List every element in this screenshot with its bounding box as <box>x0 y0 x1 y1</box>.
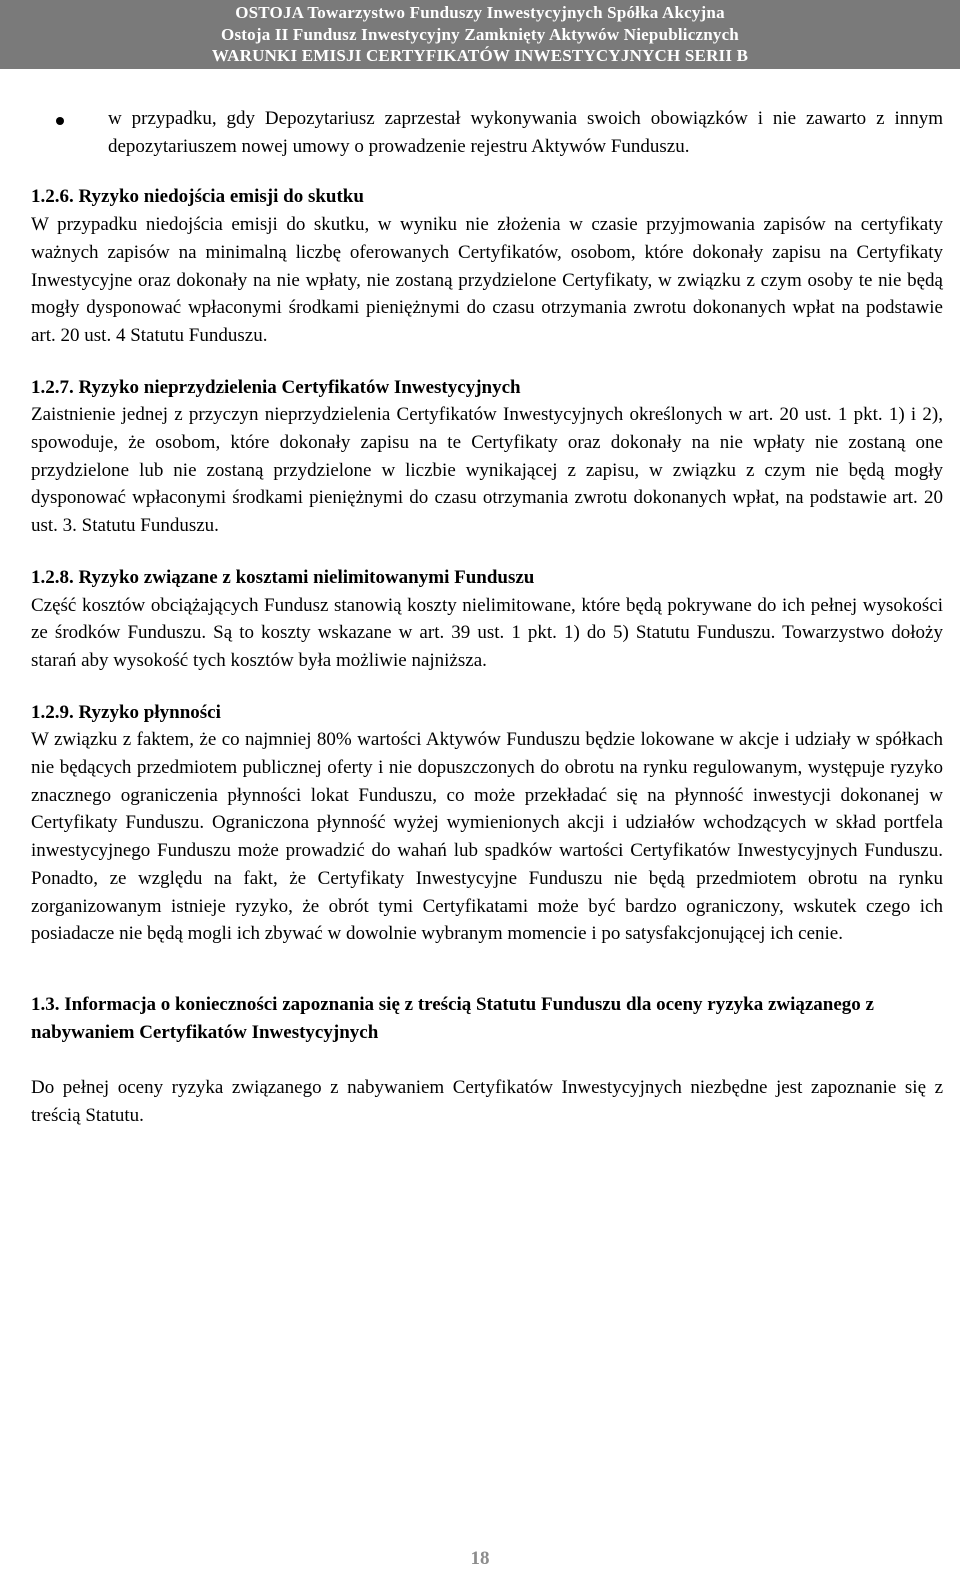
document-body <box>31 105 943 1129</box>
header-company: OSTOJA Towarzystwo Funduszy Inwestycyjnych Spółka Akcyjna <box>235 3 725 22</box>
bullet-text: w przypadku, gdy Depozytariusz zaprzestał wykonywania swoich obowiązków i nie zawarto z innym depozytariuszem nowej umowy o prowadzenie rejestru Aktywów Funduszu. <box>108 108 943 157</box>
section-1-2-9 <box>31 699 943 948</box>
header-fund: Ostoja II Fundusz Inwestycyjny Zamknięty Aktywów Niepublicznych <box>221 24 739 44</box>
section-heading: 1.2.8. Ryzyko związane z kosztami nielimitowanymi Funduszu <box>31 566 535 588</box>
section-heading: 1.2.7. Ryzyko nieprzydzielenia Certyfikatów Inwestycyjnych <box>31 376 521 398</box>
section-body: W przypadku niedojścia emisji do skutku, w wyniku nie złożenia w czasie przyjmowania zapisów na certyfikaty ważnych zapisów na minimalną liczbę oferowanych Certyfikatów, osobom, które dokonały zapisu na Certyfikaty Inwestycyjne oraz dokonały na nie wpłaty, nie zostaną przydzielone Certyfikaty, w związku z czym osoby te nie będą mogły dysponować wpłaconymi środkami pieniężnymi do czasu otrzymania zwrotu dokonanych wpłat na podstawie art. 20 ust. 4 Statutu Funduszu. <box>31 214 943 346</box>
section-1-2-7 <box>31 374 943 540</box>
bullet-item <box>31 105 943 160</box>
section-1-2-6 <box>31 183 943 349</box>
document-header <box>0 0 960 69</box>
section-body: W związku z faktem, że co najmniej 80% wartości Aktywów Funduszu będzie lokowane w akcje i udziały w spółkach nie będących przedmiotem publicznej oferty i nie dopuszczonych do obrotu na rynku regulowanym, występuje ryzyko znacznego ograniczenia płynności lokat Funduszu, co może przekładać się na płynność inwestycji dokonanej w Certyfikaty Funduszu. Ograniczona płynność wyżej wymienionych akcji i udziałów wchodzących w skład portfela inwestycyjnego Funduszu może prowadzić do wahań lub spadków wartości Certyfikatów Inwestycyjnych Funduszu. Ponadto, ze względu na fakt, że Certyfikaty Inwestycyjne Funduszu nie będą przedmiotem obrotu na rynku zorganizowanym istnieje ryzyko, że obrót tymi Certyfikatami może być bardzo ograniczony, wskutek czego ich posiadacze nie będą mogli ich zbywać w dowolnie wybranym momencie i po satysfakcjonującej ich cenie. <box>31 729 943 945</box>
section-1-2-8 <box>31 564 943 675</box>
section-heading: 1.2.9. Ryzyko płynności <box>31 701 221 723</box>
major-section-body: Do pełnej oceny ryzyka związanego z nabywaniem Certyfikatów Inwestycyjnych niezbędne jest zapoznanie się z treścią Statutu. <box>31 1076 943 1126</box>
major-section-heading: 1.3. Informacja o konieczności zapoznania się z treścią Statutu Funduszu dla oceny ryzyka związanego z nabywaniem Certyfikatów Inwestycyjnych <box>31 993 874 1043</box>
section-body: Zaistnienie jednej z przyczyn nieprzydzielenia Certyfikatów Inwestycyjnych określonych w art. 20 ust. 1 pkt. 1) i 2), spowoduje, że osobom, które dokonały zapisu na te Certyfikaty oraz dokonały na nie wpłaty nie zostaną one przydzielone lub nie zostaną przydzielone w liczbie wynikającej z zapisu, w związku z czym nie będą mogły dysponować wpłaconymi środkami pieniężnymi do czasu otrzymania zwrotu dokonanych wpłat, na podstawie art. 20 ust. 3. Statutu Funduszu. <box>31 404 943 537</box>
section-body: Część kosztów obciążających Fundusz stanowią koszty nielimitowane, które będą pokrywane do ich pełnej wysokości ze środków Funduszu. Są to koszty wskazane w art. 39 ust. 1 pkt. 1) do 5) Statutu Funduszu. Towarzystwo dołoży starań aby wysokość tych kosztów była możliwie najniższa. <box>31 594 943 671</box>
page-number: 18 <box>470 1548 490 1569</box>
section-heading: 1.2.6. Ryzyko niedojścia emisji do skutku <box>31 186 364 208</box>
header-document-title: WARUNKI EMISJI CERTYFIKATÓW INWESTYCYJNYCH SERII B <box>211 46 749 65</box>
bullet-icon <box>56 117 64 125</box>
